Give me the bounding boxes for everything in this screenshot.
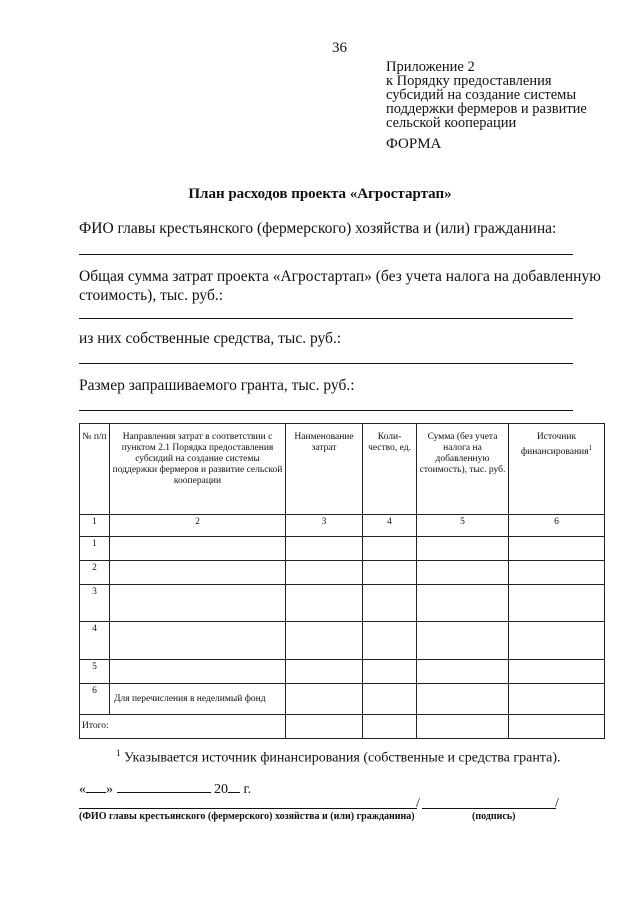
cell-source[interactable] [509, 660, 605, 684]
month-blank[interactable] [117, 780, 211, 793]
row-number: 1 [80, 537, 110, 561]
cell-name[interactable] [286, 660, 363, 684]
appendix-line: сельской кооперации [386, 115, 517, 131]
cell-name[interactable] [286, 715, 363, 739]
column-number: 3 [286, 515, 363, 537]
table-row [80, 585, 605, 622]
grant-amount-line[interactable] [79, 410, 573, 411]
footnote-text: Указывается источник финансирования (собственные и средства гранта). [124, 750, 561, 766]
table-row [80, 684, 605, 715]
cell-name[interactable] [286, 622, 363, 660]
separator-slash: / [555, 796, 559, 811]
signature-line[interactable] [422, 808, 556, 809]
cell-sum[interactable] [417, 585, 509, 622]
cell-source[interactable] [509, 715, 605, 739]
cell-direction[interactable] [110, 537, 286, 561]
cell-name[interactable] [286, 537, 363, 561]
name-caption: (ФИО главы крестьянского (фермерского) хозяйства и (или) гражданина) [79, 811, 415, 822]
document-title: План расходов проекта «Агростартап» [188, 186, 452, 202]
cell-quantity[interactable] [363, 684, 417, 715]
own-funds-label: из них собственные средства, тыс. руб.: [79, 330, 342, 347]
cell-quantity[interactable] [363, 715, 417, 739]
cell-sum[interactable] [417, 715, 509, 739]
cell-sum[interactable] [417, 660, 509, 684]
row-number: 6 [80, 684, 110, 715]
column-number: 2 [110, 515, 286, 537]
cell-source[interactable] [509, 585, 605, 622]
table-row [80, 622, 605, 660]
page-number: 36 [332, 40, 347, 56]
cell-source[interactable] [509, 684, 605, 715]
head-name-label: ФИО главы крестьянского (фермерского) хозяйства и (или) гражданина: [79, 220, 557, 237]
cell-quantity[interactable] [363, 537, 417, 561]
row-number: 2 [80, 561, 110, 585]
cell-source[interactable] [509, 622, 605, 660]
table-row [80, 537, 605, 561]
header-direction: Направления затрат в соответствии с пунктом 2.1 Порядка предоставления субсидий на создание системы поддержки фермеров и развитие сельской кооперации [110, 424, 286, 515]
name-signature-line[interactable] [79, 808, 417, 809]
cell-sum[interactable] [417, 684, 509, 715]
column-number: 5 [417, 515, 509, 537]
column-number: 1 [80, 515, 110, 537]
cell-quantity[interactable] [363, 561, 417, 585]
date-close-quote: » [106, 782, 113, 797]
cell-sum[interactable] [417, 537, 509, 561]
header-source-text: Источник финансирования [520, 432, 589, 458]
appendix-line: Приложение 2 [386, 59, 475, 75]
cell-direction: Для перечисления в неделимый фонд [110, 684, 286, 715]
grant-amount-label: Размер запрашиваемого гранта, тыс. руб.: [79, 377, 355, 394]
cell-name[interactable] [286, 585, 363, 622]
header-sum: Сумма (без учета налога на добавленную стоимость), тыс. руб. [417, 424, 509, 515]
footnote-mark: 1 [588, 444, 593, 452]
day-blank[interactable] [86, 780, 106, 793]
column-number: 6 [509, 515, 605, 537]
date-line [79, 780, 251, 798]
total-cost-label-line2: стоимость), тыс. руб.: [79, 287, 224, 304]
cell-source[interactable] [509, 561, 605, 585]
header-name: Наименование затрат [286, 424, 363, 515]
separator-slash: / [416, 796, 420, 811]
total-row [80, 715, 605, 739]
footnote-number: 1 [116, 748, 121, 758]
header-source [509, 424, 605, 515]
cell-direction[interactable] [110, 660, 286, 684]
signature-caption: (подпись) [472, 811, 516, 822]
header-quantity: Коли-чество, ед. [363, 424, 417, 515]
cell-sum[interactable] [417, 561, 509, 585]
head-name-line[interactable] [79, 254, 573, 255]
cell-quantity[interactable] [363, 660, 417, 684]
expense-plan-table [79, 423, 605, 739]
appendix-header [386, 60, 626, 130]
total-cost-line[interactable] [79, 318, 573, 319]
column-number: 4 [363, 515, 417, 537]
cell-quantity[interactable] [363, 585, 417, 622]
appendix-line: к Порядку предоставления [386, 73, 552, 89]
own-funds-line[interactable] [79, 363, 573, 364]
cell-quantity[interactable] [363, 622, 417, 660]
header-number: № п/п [80, 424, 110, 515]
appendix-line: субсидий на создание системы [386, 87, 577, 103]
year-prefix: 20 [214, 782, 228, 797]
cell-name[interactable] [286, 684, 363, 715]
table-header-row [80, 424, 605, 515]
year-blank[interactable] [228, 780, 240, 793]
row-number: 3 [80, 585, 110, 622]
cell-direction[interactable] [110, 622, 286, 660]
appendix-line: поддержки фермеров и развитие [386, 101, 587, 117]
total-cost-label-line1: Общая сумма затрат проекта «Агростартап» (без учета налога на добавленную [79, 268, 601, 285]
row-number: 5 [80, 660, 110, 684]
cell-direction[interactable] [110, 561, 286, 585]
table-row [80, 561, 605, 585]
table-row [80, 660, 605, 684]
total-label: Итого: [80, 715, 286, 739]
cell-source[interactable] [509, 537, 605, 561]
row-number: 4 [80, 622, 110, 660]
column-numbers-row [80, 515, 605, 537]
cell-name[interactable] [286, 561, 363, 585]
cell-sum[interactable] [417, 622, 509, 660]
cell-direction[interactable] [110, 585, 286, 622]
footnote [116, 748, 560, 767]
year-suffix: г. [243, 782, 252, 797]
form-label: ФОРМА [386, 136, 442, 152]
date-open-quote: « [79, 782, 86, 797]
